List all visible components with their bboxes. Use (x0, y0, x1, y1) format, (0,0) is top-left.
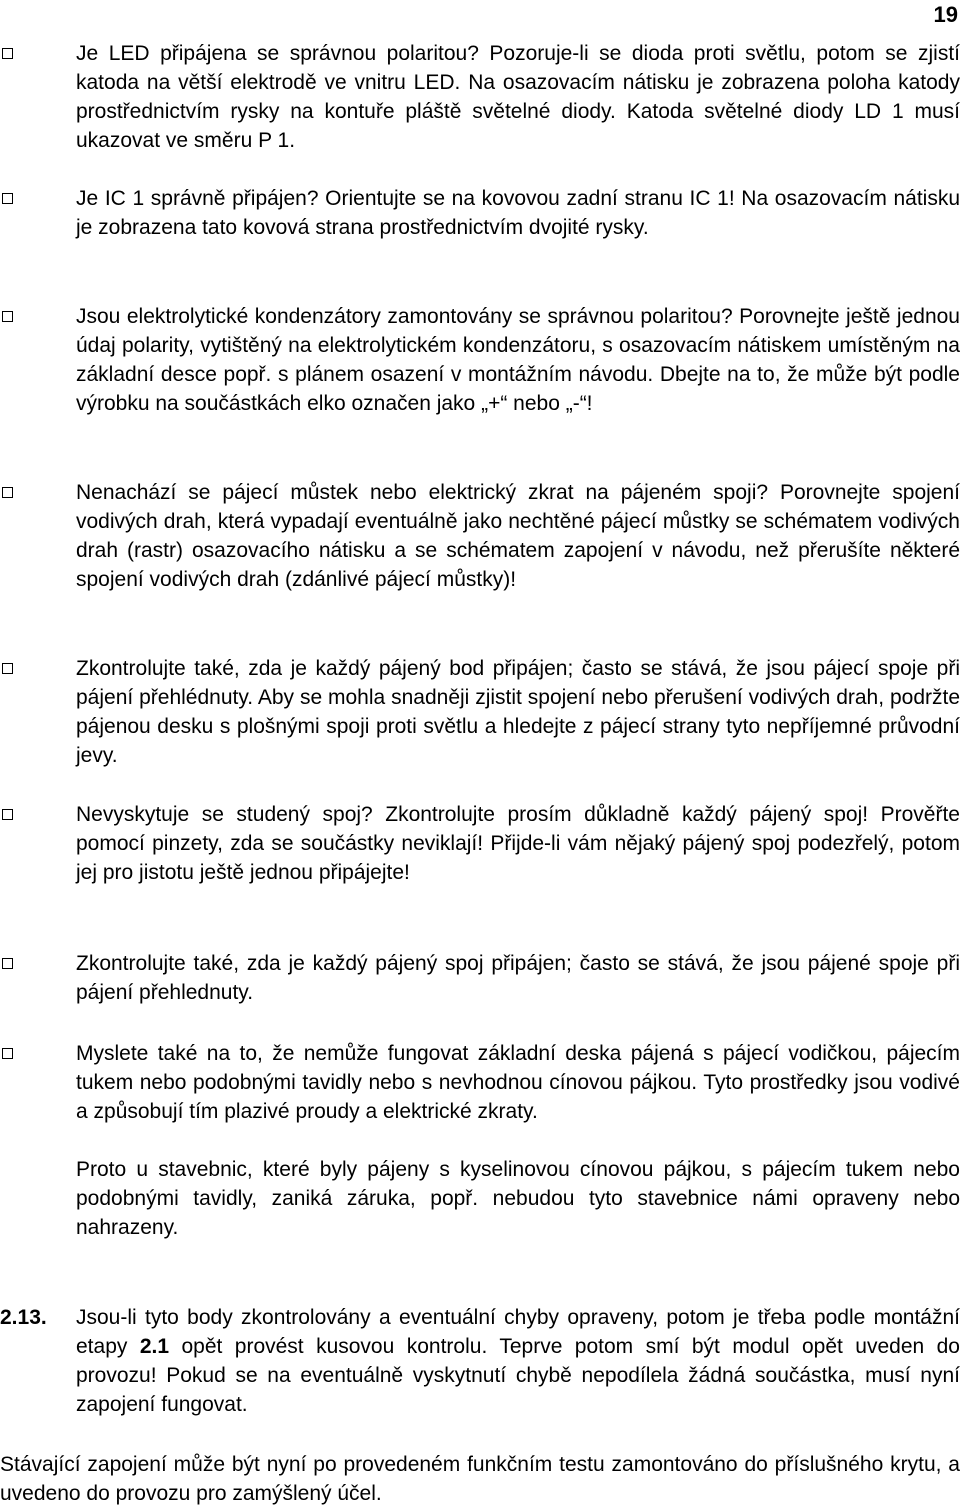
checklist-text: Nevyskytuje se studený spoj? Zkontrolujte prosím důkladně každý pájený spoj! Prověřte pomocí pinzety, zda se součástky neviklají! Přijde-li vám nějaký pájený spoj podezřelý, potom jej pro jistotu ještě jednou připájejte! (76, 803, 960, 884)
section-number: 2.13. (0, 1306, 47, 1329)
checkbox-icon (2, 1048, 13, 1059)
checklist-text: Jsou elektrolytické kondenzátory zamontovány se správnou polaritou? Porovnejte ještě jednou údaj polarity, vytištěný na elektrolytickém kondenzátoru, s osazovacím nátiskem umístěným na základní desce popř. s plánem osazení v montážním návodu. Dbejte na to, že může být podle výrobku na součástkách elko označen jako „+“ nebo „-“! (76, 305, 960, 415)
section-text-after: opět provést kusovou kontrolu. Teprve potom smí být modul opět uveden do provozu! Pokud se na eventuálně vyskytnutí chybě nepodílela žádná součástka, musí nyní zapojení fungovat. (76, 1335, 960, 1416)
checkbox-icon (2, 809, 13, 820)
section-text-before: Jsou-li tyto body zkontrolovány a eventuální chyby opraveny, potom je třeba podle montážní etapy (76, 1306, 960, 1358)
checkbox-icon (2, 48, 13, 59)
checklist-main-text: Myslete také na to, že nemůže fungovat základní deska pájená s pájecí vodičkou, pájecím tukem nebo podobnými tavidly nebo s nevhodnou cínovou pájkou. Tyto prostředky jsou vodivé a způsobují tím plazivé proudy a elektrické zkraty. (76, 1042, 960, 1123)
checkbox-icon (2, 311, 13, 322)
section-reference: 2.1 (139, 1335, 170, 1358)
checkbox-icon (2, 487, 13, 498)
checkbox-icon (2, 958, 13, 969)
checklist-text: Zkontrolujte také, zda je každý pájený bod připájen; často se stává, že jsou pájecí spoje při pájení přehlédnuty. Aby se mohla snadněji zjistit spojení nebo přerušení vodivých drah, podržte pájenou desku s plošnými spoji proti světlu a hledejte z pájecí strany tyto nepříjemné průvodní jevy. (76, 657, 960, 767)
checkbox-icon (2, 663, 13, 674)
checklist-text (76, 1039, 960, 1242)
section-text (76, 1303, 960, 1419)
closing-paragraph: Stávající zapojení může být nyní po provedeném funkčním testu zamontováno do příslušného krytu, a uvedeno do provozu pro zamýšlený účel. (0, 1453, 960, 1505)
checklist-text: Zkontrolujte také, zda je každý pájený spoj připájen; často se stává, že jsou pájené spoje při pájení přehlednuty. (76, 952, 960, 1004)
checklist-text: Nenachází se pájecí můstek nebo elektrický zkrat na pájeném spoji? Porovnejte spojení vodivých drah, která vypadají eventuálně jako nechtěné pájecí můstky se schématem vodivých drah (rastr) osazovacího nátisku a se schématem zapojení v návodu, než přerušíte některé spojení vodivých drah (zdánlivé pájecí můstky)! (76, 481, 960, 591)
page-number: 19 (933, 2, 958, 27)
checklist-text: Je IC 1 správně připájen? Orientujte se na kovovou zadní stranu IC 1! Na osazovacím nátisku je zobrazena tato kovová strana prostřednictvím dvojité rysky. (76, 187, 960, 239)
checklist-text: Je LED připájena se správnou polaritou? Pozoruje-li se dioda proti světlu, potom se zjistí katoda na větší elektrodě ve vnitru LED. Na osazovacím nátisku je zobrazena poloha katody prostřednictvím rysky na kontuře pláště světelné diody. Katoda světelné diody LD 1 musí ukazovat ve směru P 1. (76, 42, 960, 152)
checkbox-icon (2, 193, 13, 204)
warranty-note: Proto u stavebnic, které byly pájeny s kyselinovou cínovou pájkou, s pájecím tukem nebo podobnými tavidly, zaniká záruka, popř. nebudou tyto stavebnice námi opraveny nebo nahrazeny. (76, 1158, 960, 1239)
